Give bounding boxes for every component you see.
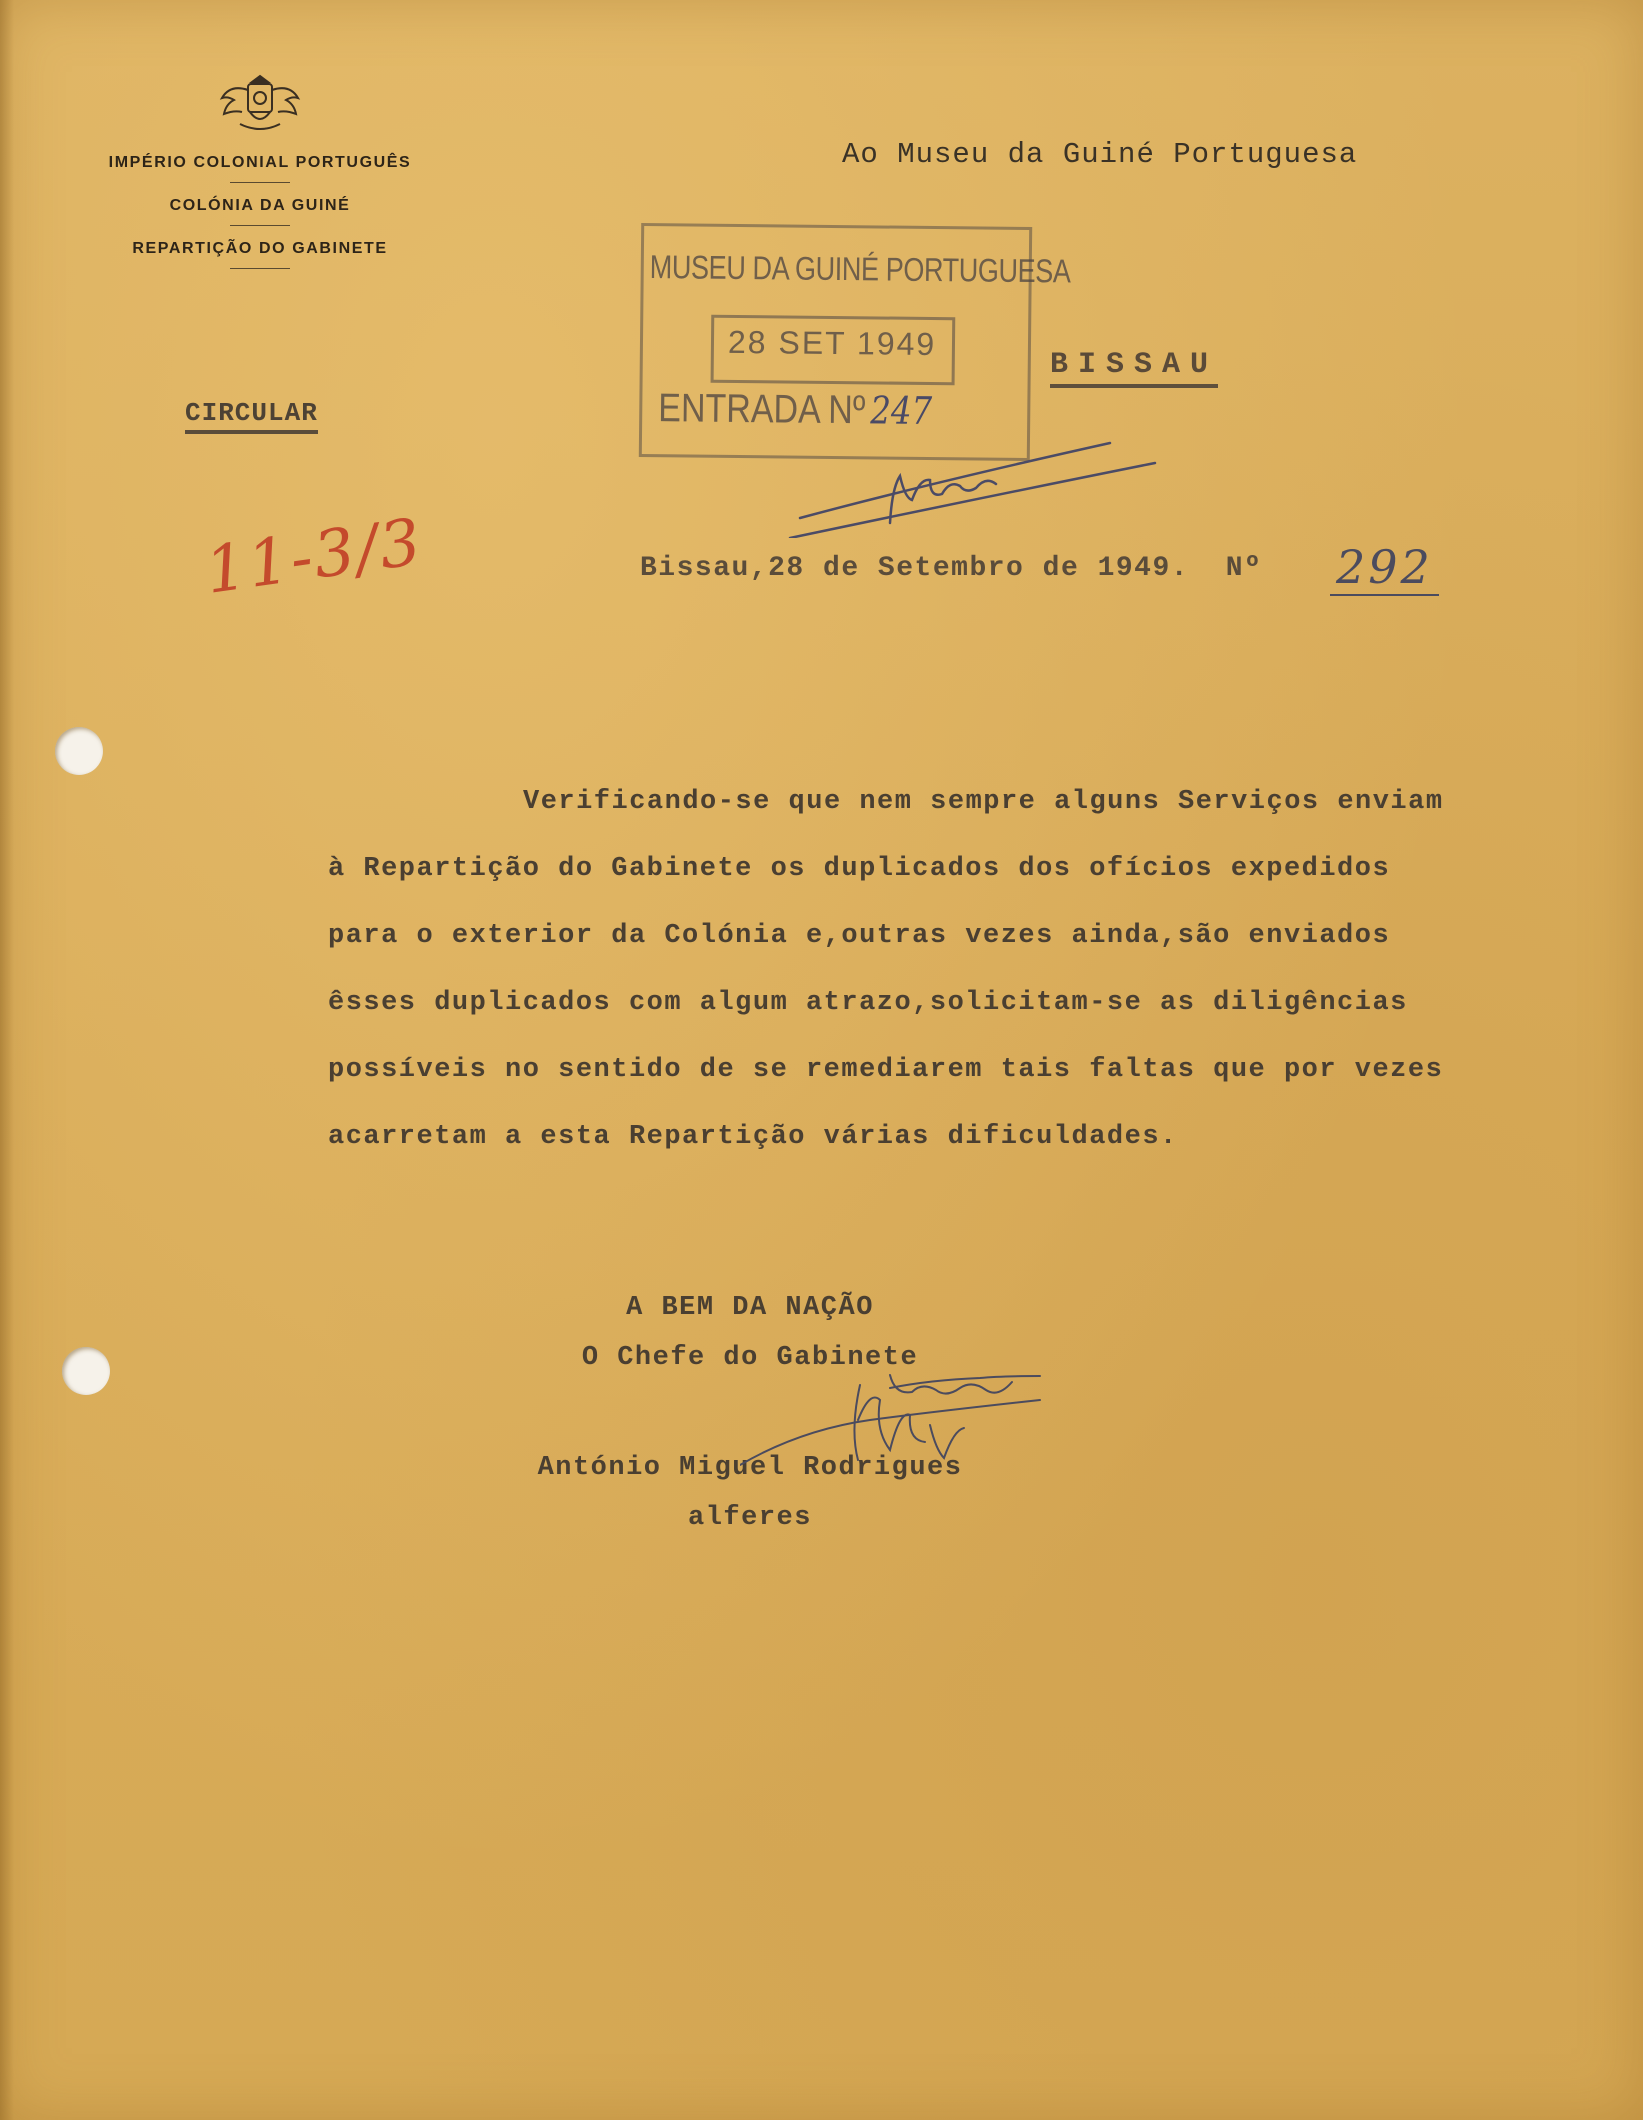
handwritten-signature <box>740 1370 1060 1480</box>
body-line: possíveis no sentido de se remediarem tais faltas que por vezes <box>328 1055 1444 1085</box>
letterhead-colony: COLÓNIA DA GUINÉ <box>169 197 351 214</box>
reference-number: 292 <box>1330 540 1439 596</box>
stamp-date: 28 SET 1949 <box>727 323 937 363</box>
body-line: Verificando-se que nem sempre alguns Serviços enviam <box>523 787 1444 817</box>
margin-note: 11-3/3 <box>200 505 428 609</box>
body-line: êsses duplicados com algum atrazo,solicitam-se as diligências <box>328 988 1408 1018</box>
coat-of-arms-icon <box>212 68 308 140</box>
divider <box>230 268 290 269</box>
body-line: acarretam a esta Repartição várias dificuldades. <box>328 1122 1178 1152</box>
closing-role: O Chefe do Gabinete <box>581 1343 919 1373</box>
destination-city: BISSAU <box>1050 348 1218 388</box>
stamp-entry-number: 247 <box>870 388 933 434</box>
signatory-rank: alferes <box>688 1503 812 1533</box>
closing-salutation: A BEM DA NAÇÃO <box>626 1293 874 1323</box>
handwritten-initials <box>780 428 1180 538</box>
punch-hole <box>55 727 103 775</box>
stamp-museum-name: MUSEU DA GUINÉ PORTUGUESA <box>649 248 1071 290</box>
doc-type-label: CIRCULAR <box>185 398 318 434</box>
letterhead-empire: IMPÉRIO COLONIAL PORTUGUÊS <box>108 154 412 171</box>
divider <box>230 182 290 183</box>
paper-edge-shadow <box>0 0 14 2120</box>
letterhead <box>70 68 450 269</box>
reception-stamp <box>639 223 1071 461</box>
letter-body <box>328 782 1588 1184</box>
body-line: à Repartição do Gabinete os duplicados dos ofícios expedidos <box>328 854 1391 884</box>
signatory-name: António Miguel Rodrigues <box>537 1453 963 1483</box>
number-label: Nº <box>1225 553 1263 584</box>
recipient: Ao Museu da Guiné Portuguesa <box>842 138 1358 171</box>
date-text: Bissau,28 de Setembro de 1949. <box>640 553 1190 584</box>
body-line: para o exterior da Colónia e,outras vezes ainda,são enviados <box>328 921 1391 951</box>
punch-hole <box>62 1347 110 1395</box>
stamp-date-box <box>711 315 956 386</box>
letterhead-department: REPARTIÇÃO DO GABINETE <box>132 240 388 257</box>
divider <box>230 225 290 226</box>
date-line <box>640 553 1262 584</box>
stamp-entry <box>658 386 932 434</box>
stamp-entry-label: ENTRADA Nº <box>658 386 866 433</box>
